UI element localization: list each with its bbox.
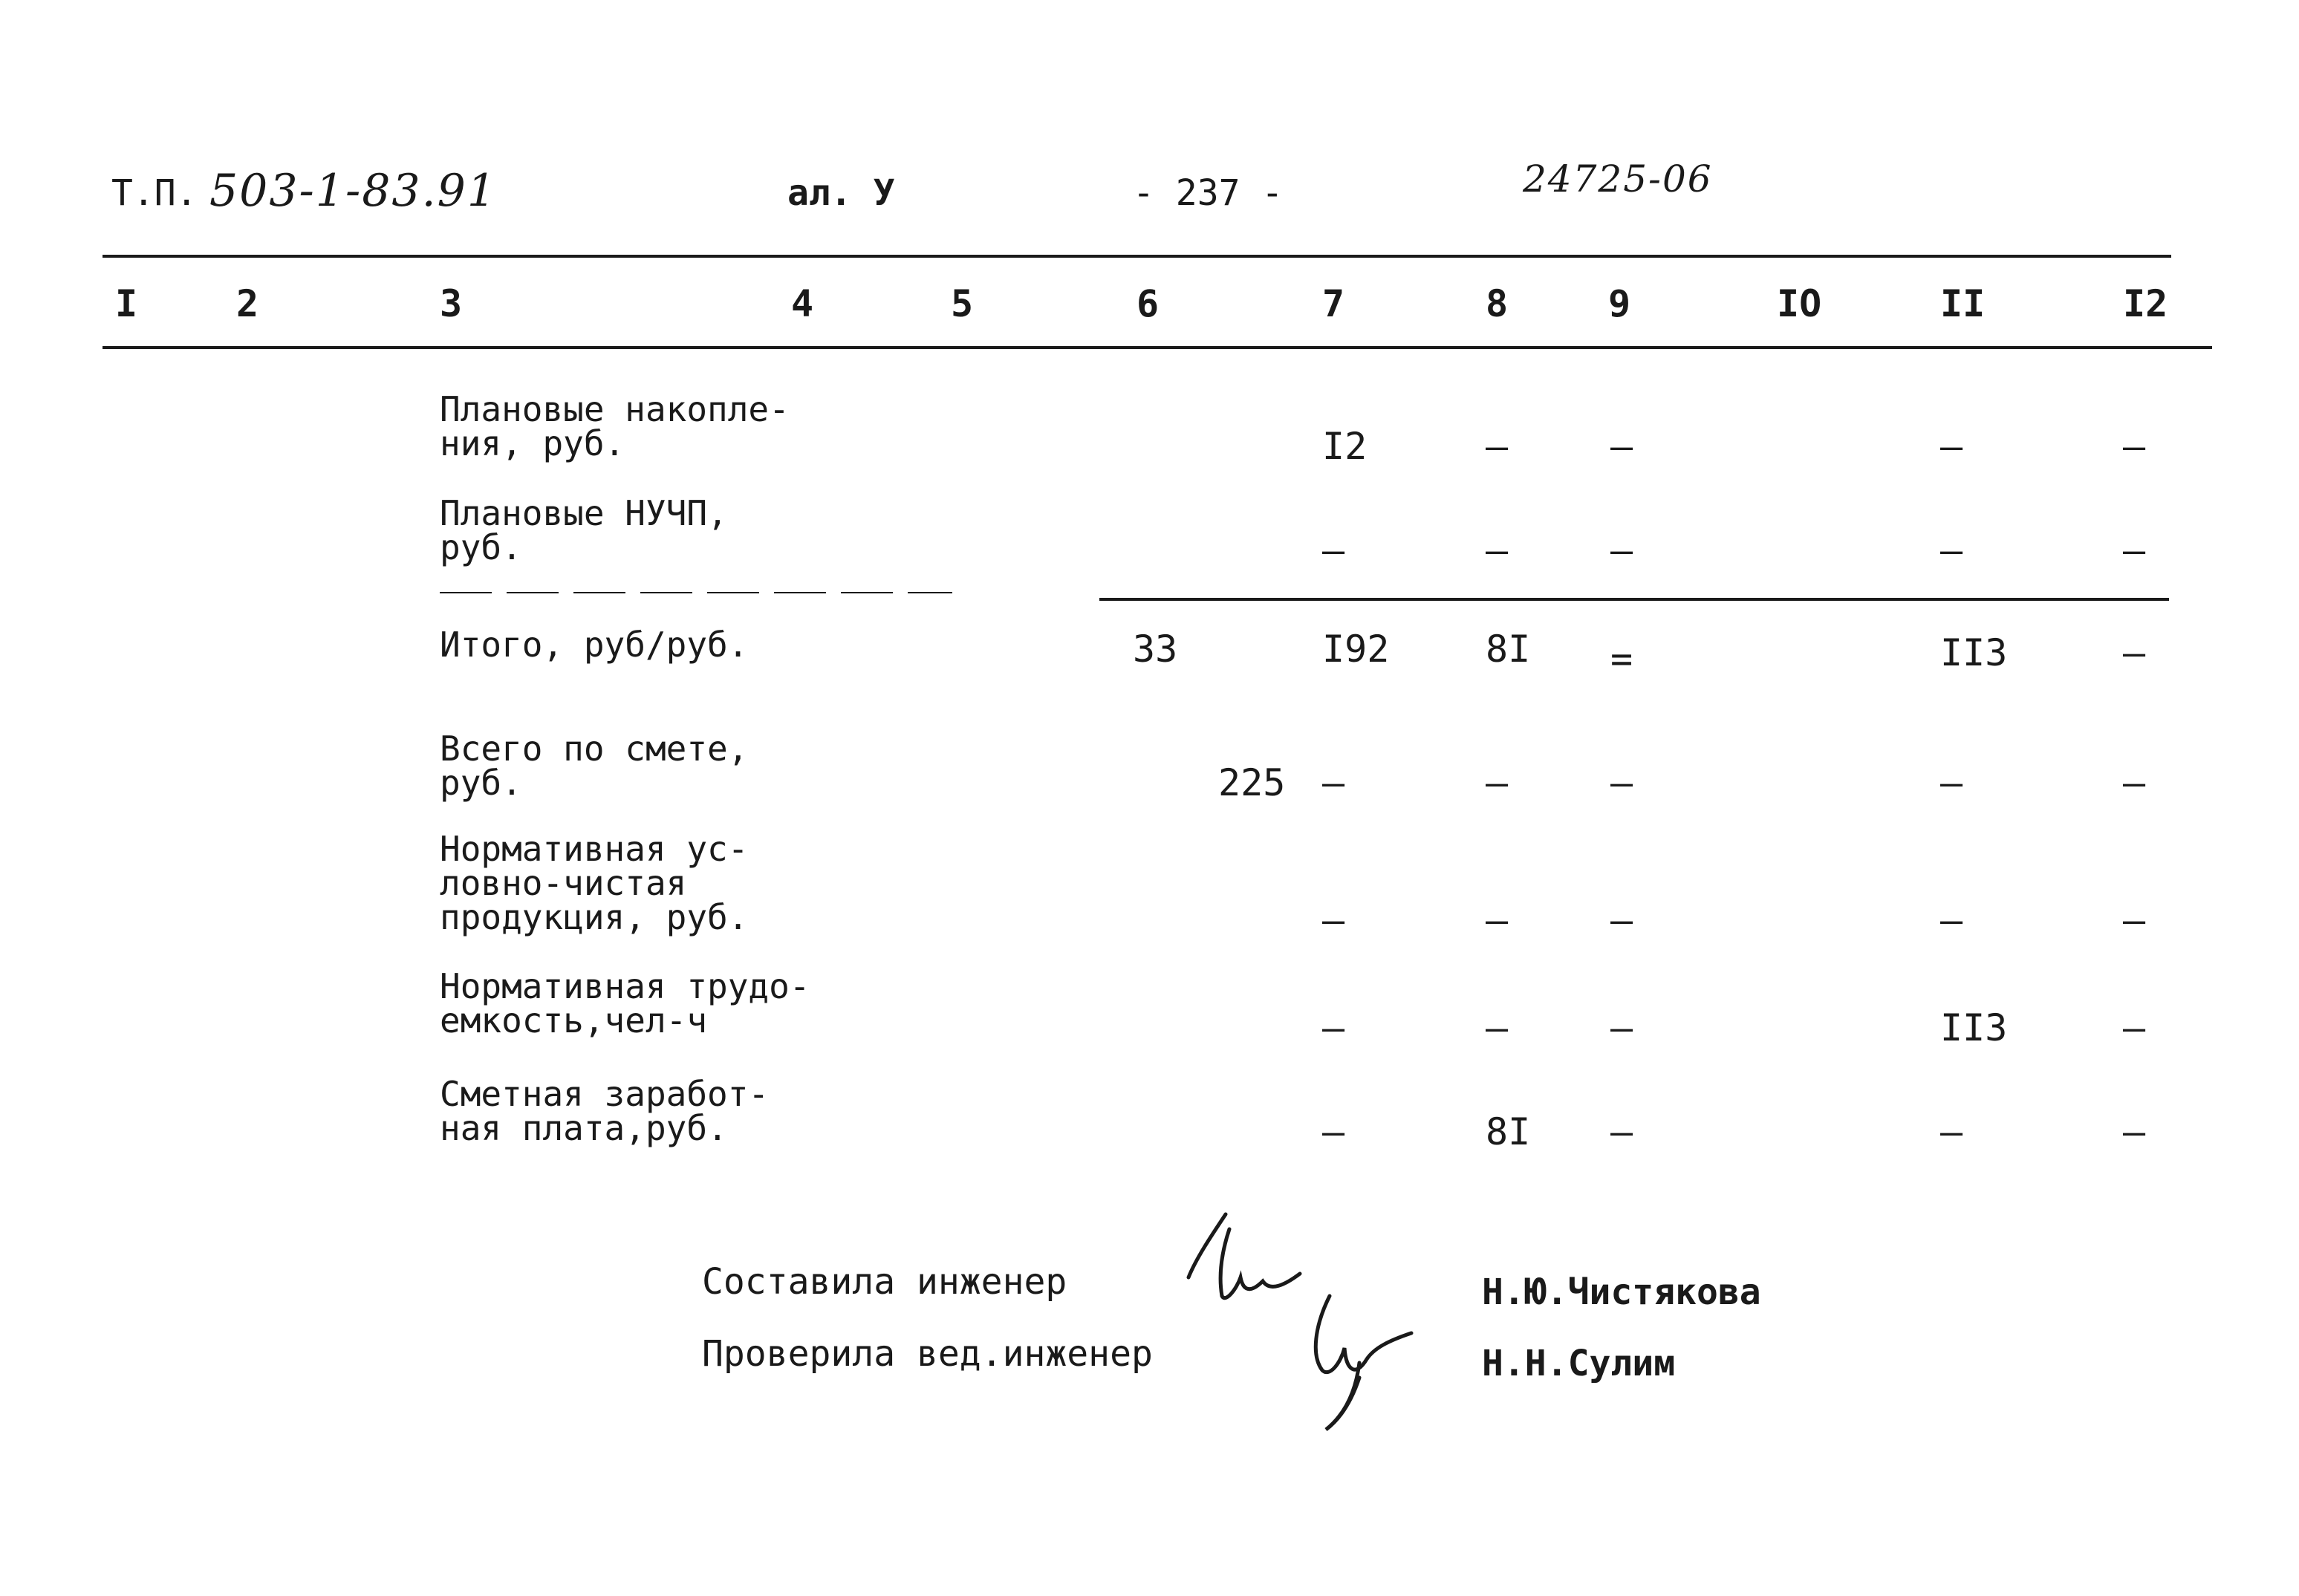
checked-by-label: Проверила вед.инженер bbox=[702, 1333, 1153, 1375]
column-number-7: 7 bbox=[1322, 282, 1345, 325]
page-number: - 237 - bbox=[1133, 172, 1284, 214]
document-number: 24725-06 bbox=[1523, 157, 1713, 201]
row-label-estimate-total: Всего по смете, руб. bbox=[440, 729, 749, 803]
row3-col8: 8I bbox=[1486, 628, 1531, 671]
row2-col7: – bbox=[1322, 529, 1345, 572]
subtotal-rule bbox=[1099, 598, 2169, 601]
row1-col7: I2 bbox=[1322, 425, 1368, 468]
project-code: 503-1-83.91 bbox=[209, 165, 498, 217]
row5-col8: – bbox=[1486, 899, 1509, 942]
row1-col11: – bbox=[1940, 425, 1963, 468]
row3-col9: = bbox=[1610, 637, 1633, 680]
row5-col9: – bbox=[1610, 899, 1633, 942]
row4-col12: – bbox=[2123, 761, 2146, 804]
row6-col12: – bbox=[2123, 1006, 2146, 1049]
row-label-planned-savings: Плановые накопле- ния, руб. bbox=[440, 389, 790, 463]
row6-col8: – bbox=[1486, 1006, 1509, 1049]
column-number-8: 8 bbox=[1486, 282, 1509, 325]
column-number-11: II bbox=[1940, 282, 1986, 325]
column-number-10: IO bbox=[1777, 282, 1822, 325]
row-label-normative-labor: Нормативная трудо- емкость,чел-ч bbox=[440, 966, 810, 1040]
row4-col6b: 225 bbox=[1218, 761, 1286, 804]
row7-col9: – bbox=[1610, 1110, 1633, 1153]
checker-signature bbox=[1300, 1289, 1434, 1437]
row3-col7: I92 bbox=[1322, 628, 1390, 671]
row1-col8: – bbox=[1486, 425, 1509, 468]
row4-col9: – bbox=[1610, 761, 1633, 804]
column-number-1: I bbox=[115, 282, 138, 325]
row3-col6: 33 bbox=[1133, 628, 1178, 671]
row4-col7: – bbox=[1322, 761, 1345, 804]
row-label-estimated-wages: Сметная заработ- ная плата,руб. bbox=[440, 1074, 770, 1148]
row7-col8: 8I bbox=[1486, 1110, 1531, 1153]
column-number-3: 3 bbox=[440, 282, 463, 325]
row-label-normative-net-production: Нормативная ус- ловно-чистая продукция, руб. bbox=[440, 829, 749, 937]
compiled-by-name: Н.Ю.Чистякова bbox=[1482, 1271, 1761, 1313]
row2-col12: – bbox=[2123, 529, 2146, 572]
row6-col9: – bbox=[1610, 1006, 1633, 1049]
column-number-9: 9 bbox=[1608, 282, 1631, 325]
row4-col8: – bbox=[1486, 761, 1509, 804]
row6-col11: II3 bbox=[1940, 1006, 2008, 1049]
header-rule-bottom bbox=[103, 346, 2212, 349]
row3-col11: II3 bbox=[1940, 631, 2008, 674]
column-number-6: 6 bbox=[1137, 282, 1160, 325]
doc-prefix: Т.П. bbox=[111, 172, 198, 214]
column-number-4: 4 bbox=[791, 282, 814, 325]
header-rule-top bbox=[103, 255, 2171, 258]
row-label-planned-nuchp: Плановые НУЧП, руб. bbox=[440, 493, 728, 567]
row4-col11: – bbox=[1940, 761, 1963, 804]
row7-col12: – bbox=[2123, 1110, 2146, 1153]
subtotal-dashed-rule bbox=[440, 592, 952, 593]
row2-col9: – bbox=[1610, 529, 1633, 572]
row2-col8: – bbox=[1486, 529, 1509, 572]
column-number-12: I2 bbox=[2123, 282, 2168, 325]
row7-col7: – bbox=[1322, 1110, 1345, 1153]
row6-col7: – bbox=[1322, 1006, 1345, 1049]
row1-col9: – bbox=[1610, 425, 1633, 468]
column-number-2: 2 bbox=[236, 282, 259, 325]
column-number-5: 5 bbox=[951, 282, 974, 325]
compiled-by-label: Составила инженер bbox=[702, 1261, 1067, 1303]
row3-col12: – bbox=[2123, 631, 2146, 674]
row2-col11: – bbox=[1940, 529, 1963, 572]
row7-col11: – bbox=[1940, 1110, 1963, 1153]
row5-col7: – bbox=[1322, 899, 1345, 942]
row5-col12: – bbox=[2123, 899, 2146, 942]
row5-col11: – bbox=[1940, 899, 1963, 942]
checked-by-name: Н.Н.Сулим bbox=[1482, 1343, 1676, 1384]
row1-col12: – bbox=[2123, 425, 2146, 468]
row-label-total: Итого, руб/руб. bbox=[440, 625, 749, 665]
album-number: ал. У bbox=[787, 172, 895, 214]
